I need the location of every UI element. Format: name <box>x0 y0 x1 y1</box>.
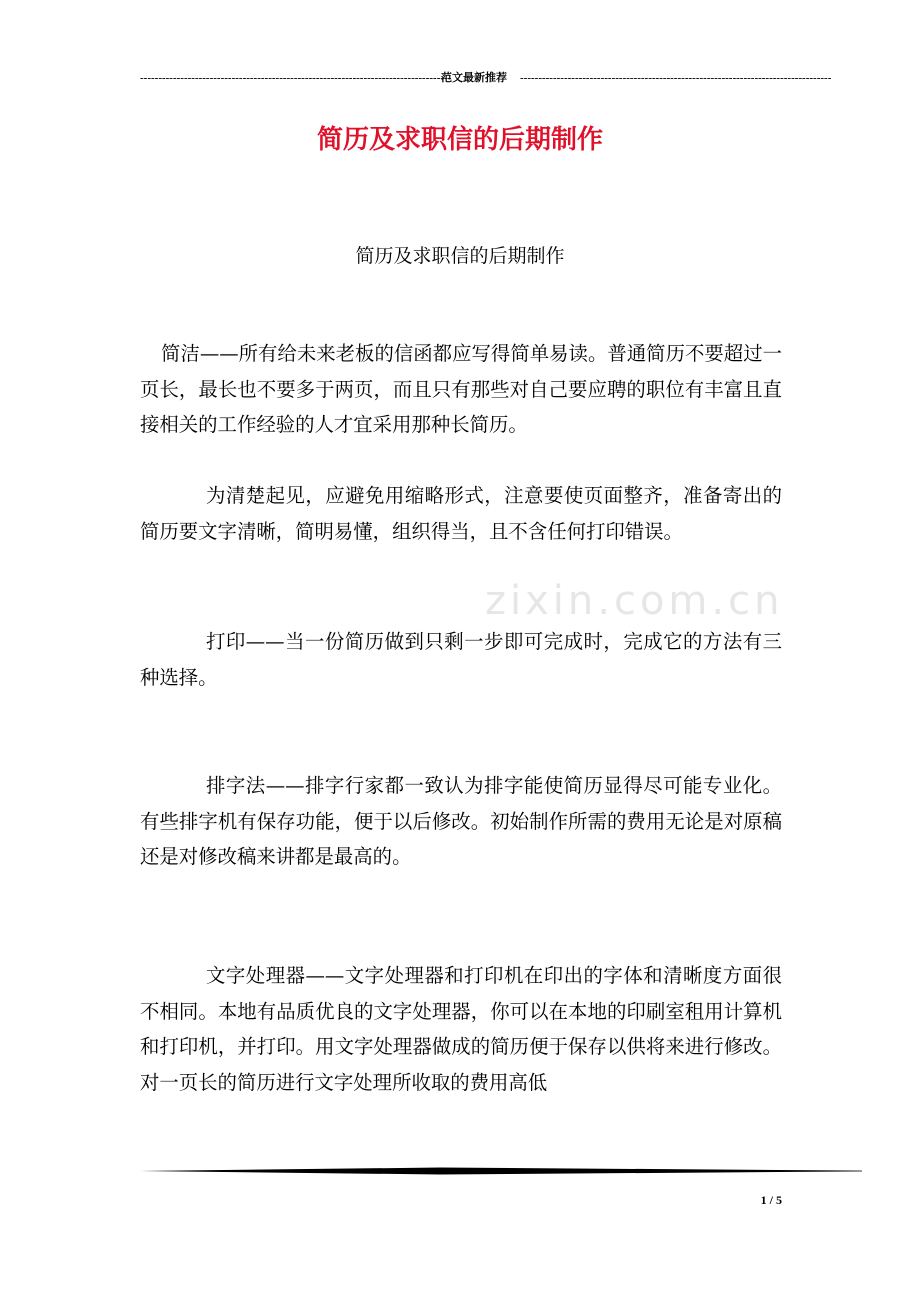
paragraph-5: 文字处理器——文字处理器和打印机在印出的字体和清晰度方面很不相同。本地有品质优良的文字处理器，你可以在本地的印刷室租用计算机和打印机，并打印。用文字处理器做成的简历便于保存以供将来进行修改。对一页长的简历进行文字处理所收取的费用高低 <box>140 964 782 1094</box>
paragraph-2: 为清楚起见，应避免用缩略形式，注意要使页面整齐，准备寄出的简历要文字清晰，简明易懂，组织得当，且不含任何打印错误。 <box>140 484 782 543</box>
watermark: zixin.com.cn <box>485 578 784 624</box>
page-header <box>140 68 832 88</box>
paragraph-3: 打印——当一份简历做到只剩一步即可完成时，完成它的方法有三种选择。 <box>140 630 782 689</box>
page-number: 1 / 5 <box>760 1193 782 1207</box>
header-label: 范文最新推荐 <box>441 72 507 84</box>
footer-rule <box>140 1166 862 1176</box>
paragraph-1: 简洁——所有给未来老板的信函都应写得简单易读。普通简历不要超过一页长，最长也不要多于两页，而且只有那些对自己要应聘的职位有丰富且直接相关的工作经验的人才宜采用那种长简历。 <box>140 342 782 436</box>
document-title: 简历及求职信的后期制作 <box>316 125 603 155</box>
paragraph-4: 排字法——排字行家都一致认为排字能使简历显得尽可能专业化。有些排字机有保存功能，便于以后修改。初始制作所需的费用无论是对原稿还是对修改稿来讲都是最高的。 <box>140 774 782 868</box>
header-dashes-left: ------------------------------------------------------------------------------------- <box>140 72 452 84</box>
header-dashes-right: ------------------------------------------------------------------------------------- <box>520 72 832 84</box>
document-subtitle: 简历及求职信的后期制作 <box>355 245 565 267</box>
